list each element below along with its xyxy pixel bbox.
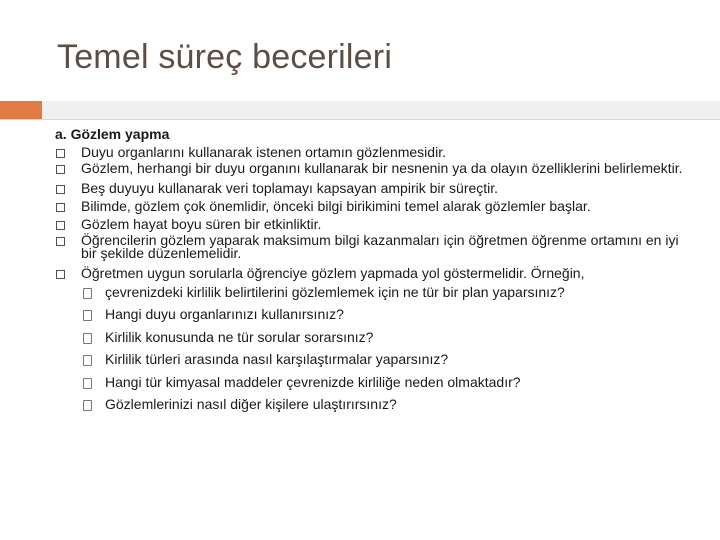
- sub-bullet-text: Hangi tür kimyasal maddeler çevrenizde kirliliğe neden olmaktadır?: [105, 373, 521, 390]
- sub-bullet-item: [81, 306, 695, 323]
- bullet-item: [55, 265, 695, 414]
- sub-bullet-item: [81, 329, 695, 346]
- square-bullet-icon: [56, 270, 65, 279]
- sub-bullet-text: Kirlilik türleri arasında nasıl karşılaştırmalar yaparsınız?: [105, 351, 449, 367]
- title-accent-bar: [0, 101, 42, 119]
- square-bullet-icon: [56, 165, 65, 174]
- square-bullet-icon: [56, 149, 65, 158]
- sub-bullet-icon: [83, 400, 92, 411]
- bullet-text: Gözlem hayat boyu süren bir etkinliktir.: [81, 215, 322, 232]
- bullet-item: [55, 216, 695, 233]
- section-label: a. Gözlem yapma: [55, 126, 170, 142]
- sub-bullet-item: [81, 351, 695, 368]
- sub-bullet-item: [81, 284, 695, 301]
- title-divider-line: [0, 119, 720, 120]
- square-bullet-icon: [56, 237, 65, 246]
- sub-bullet-icon: [83, 288, 92, 299]
- bullet-item: [55, 180, 695, 197]
- sub-bullet-list: [81, 284, 695, 414]
- bullet-text: Gözlem, herhangi bir duyu organını kullanarak bir nesnenin ya da olayın özelliklerini belirlemektir.: [81, 160, 683, 176]
- sub-bullet-item: [81, 374, 695, 391]
- square-bullet-icon: [56, 221, 65, 230]
- sub-bullet-text: Gözlemlerinizi nasıl diğer kişilere ulaştırırsınız?: [105, 396, 397, 412]
- bullet-item: [55, 231, 695, 261]
- bullet-item: [55, 162, 695, 176]
- sub-bullet-icon: [83, 310, 92, 321]
- sub-bullet-text: çevrenizdeki kirlilik belirtilerini gözlemlemek için ne tür bir plan yaparsınız?: [105, 283, 565, 300]
- sub-bullet-icon: [83, 378, 92, 389]
- sub-bullet-text: Hangi duyu organlarınızı kullanırsınız?: [105, 306, 344, 322]
- sub-bullet-icon: [83, 333, 92, 344]
- sub-bullet-item: [81, 396, 695, 413]
- title-divider-bar: [42, 101, 720, 119]
- bullet-text: Duyu organlarını kullanarak istenen ortamın gözlenmesidir.: [81, 144, 446, 160]
- bullet-item: [55, 144, 695, 161]
- slide-title: Temel süreç becerileri: [57, 38, 393, 76]
- slide-content: [55, 126, 695, 419]
- sub-bullet-icon: [83, 355, 92, 366]
- bullet-text: Beş duyuyu kullanarak veri toplamayı kapsayan ampirik bir süreçtir.: [81, 179, 499, 196]
- bullet-text: Bilimde, gözlem çok önemlidir, önceki bilgi birikimini temel alarak gözlemler başlar.: [81, 197, 591, 214]
- square-bullet-icon: [56, 185, 65, 194]
- square-bullet-icon: [56, 203, 65, 212]
- bullet-item: [55, 198, 695, 215]
- bullet-text: Öğretmen uygun sorularla öğrenciye gözlem yapmada yol göstermelidir. Örneğin,: [81, 264, 585, 281]
- sub-bullet-text: Kirlilik konusunda ne tür sorular sorarsınız?: [105, 328, 374, 345]
- bullet-text: Öğrencilerin gözlem yaparak maksimum bilgi kazanmaları için öğretmen öğrenme ortamını en iyi bir şekilde düzenlemelidir.: [81, 231, 679, 261]
